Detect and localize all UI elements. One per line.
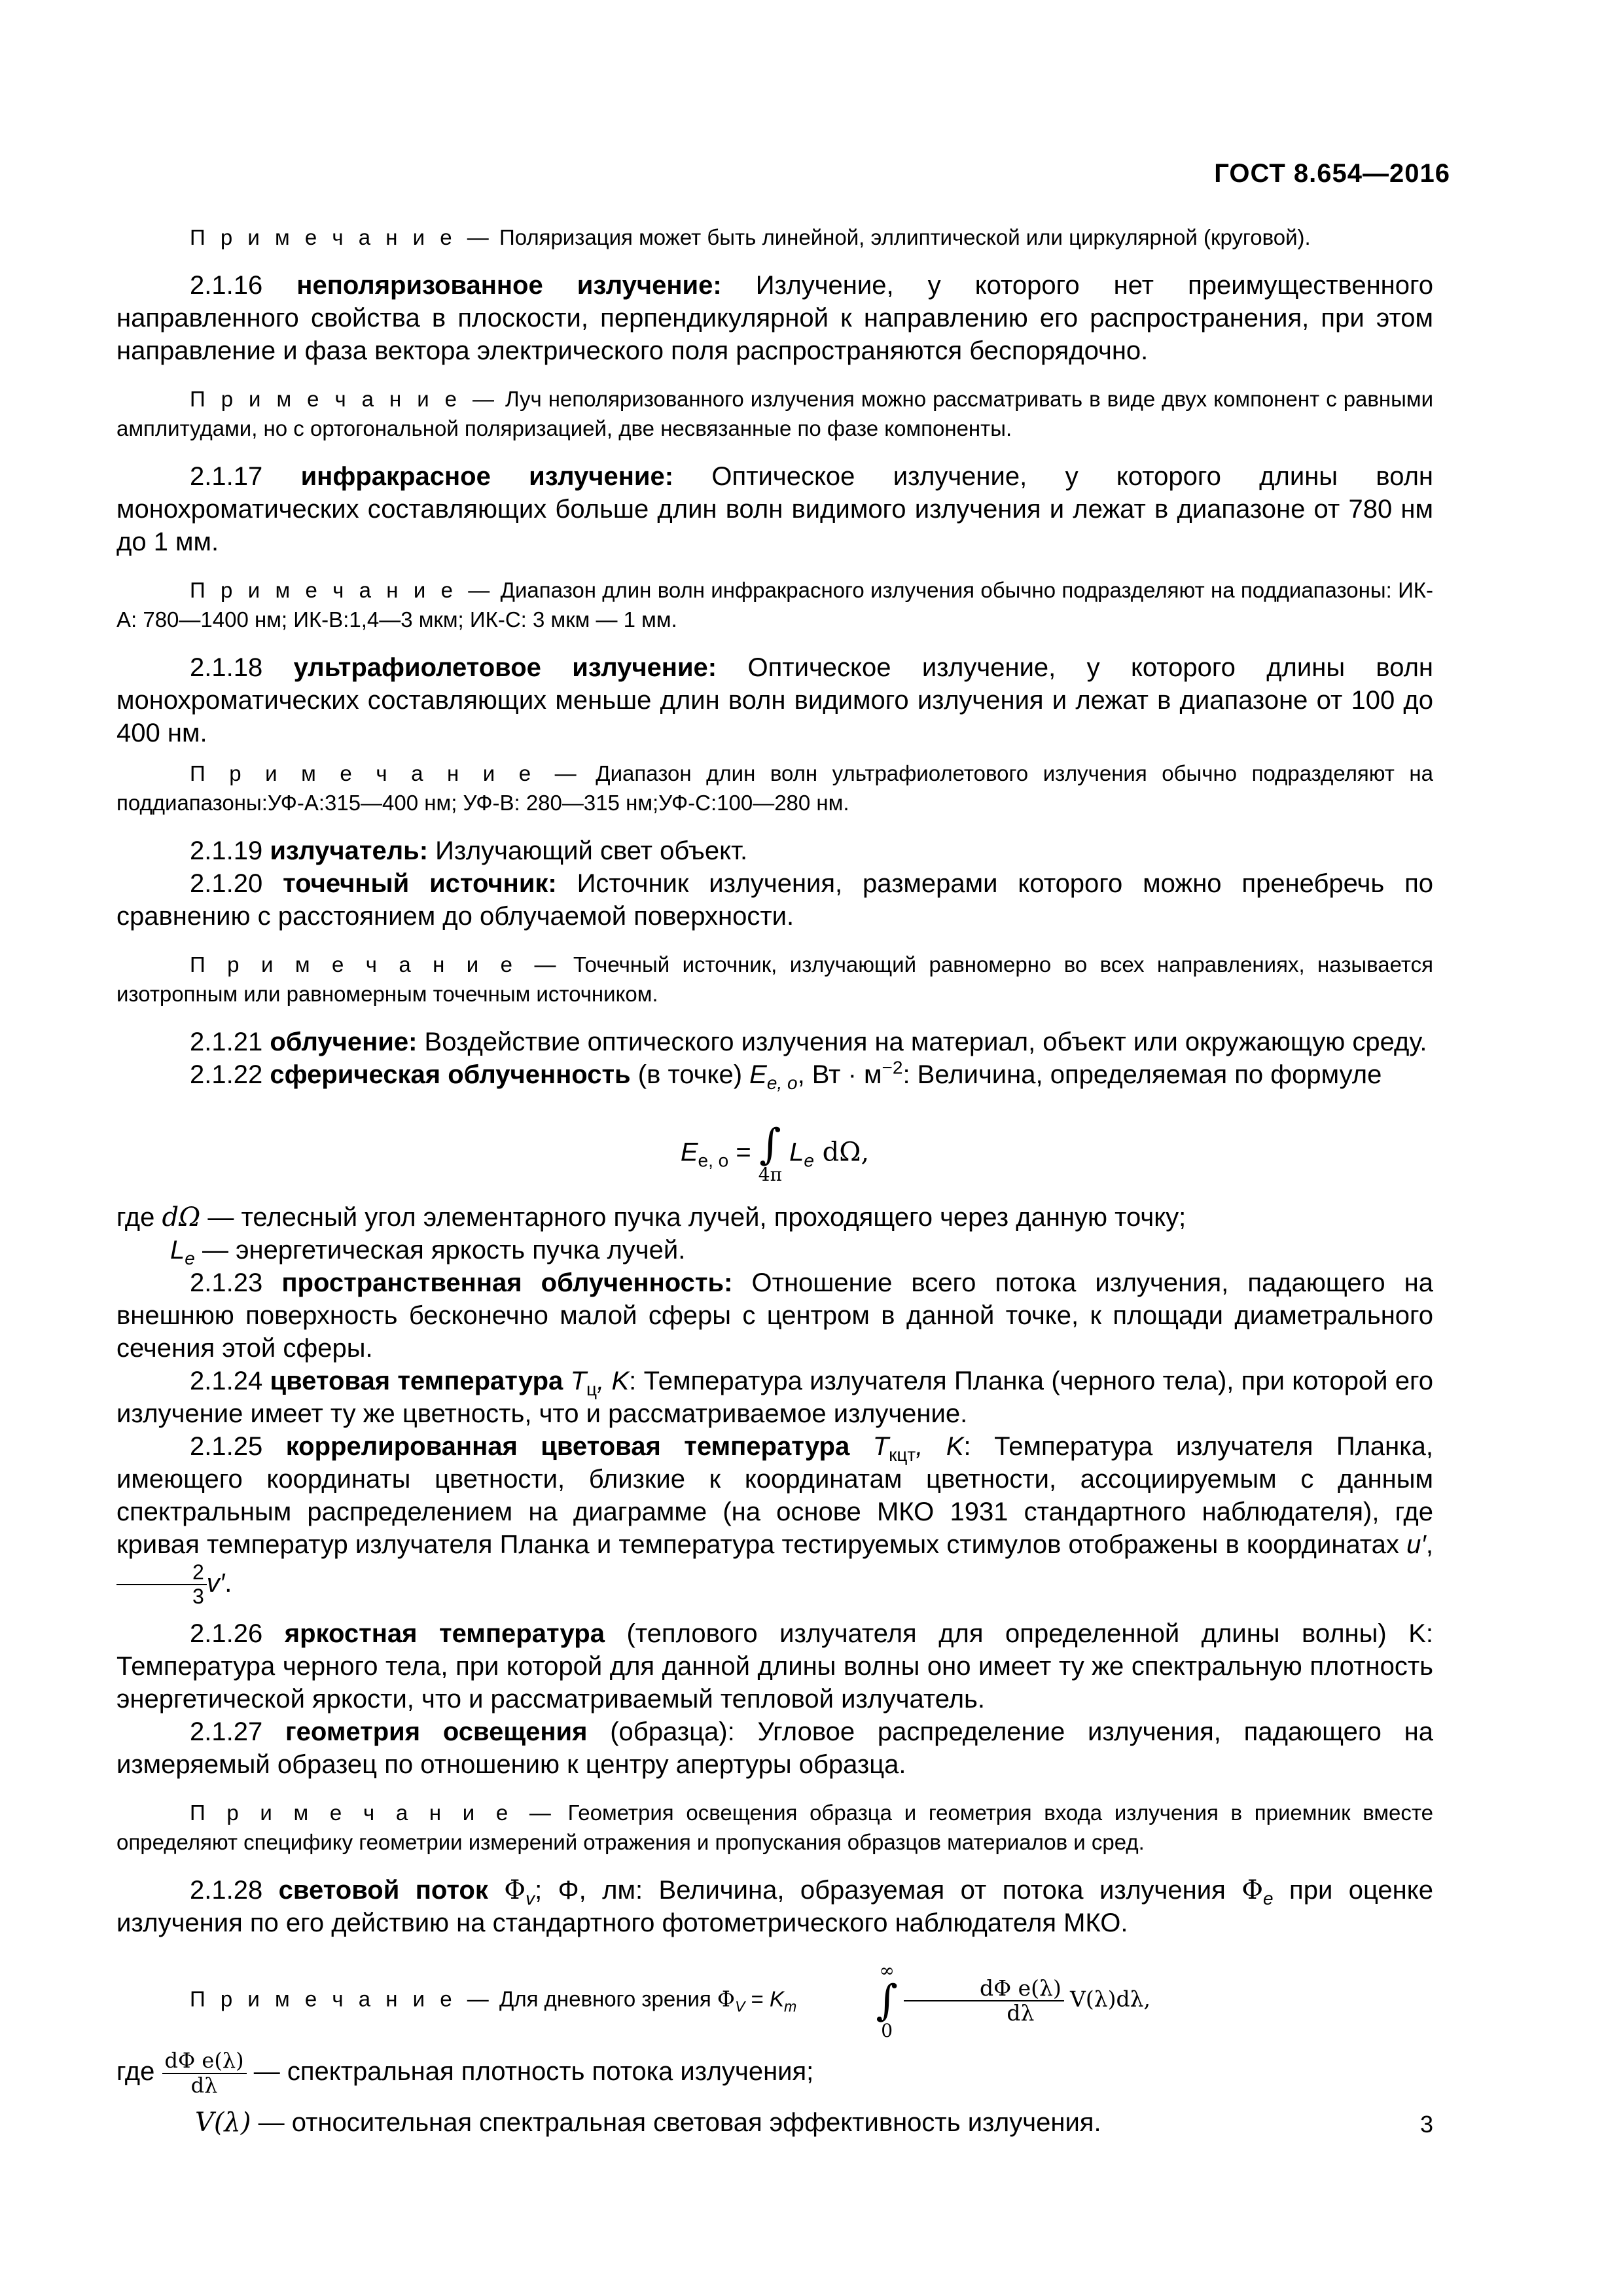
note-label: П р и м е ч а н и е — [190,225,493,249]
term-2-1-22: 2.1.22 сферическая облученность (в точке) $E_{e, o}$, Вт · $м^{-2}$: Величина, определяемая по формуле [190,1057,1382,1093]
note-label: П р и м е ч а н и е — [190,1801,556,1825]
term-title: геометрия освещения [285,1717,588,1747]
note-2-1-20: П р и м е ч а н и е — Точечный источник, излучающий равномерно во всех направлениях, называется изотропным или равномерным точечным источником. [116,952,1433,1006]
note-polarization: П р и м е ч а н и е — Поляризация может быть линейной, эллиптической или циркулярной (круговой). [190,225,1311,249]
note-label: П р и м е ч а н и е — [190,761,581,785]
page-number: 3 [1419,2111,1433,2138]
note-2-1-17: П р и м е ч а н и е — Диапазон длин волн инфракрасного излучения обычно подразделяют на поддиапазоны: ИК-А: 780—1400 нм; ИК-В:1,4—3 мкм; ИК-С: 3 мкм — 1 мм. [116,578,1434,632]
term-2-1-24: 2.1.24 цветовая температура $T_ц$, K: Температура излучателя Планка (черного тела), при которой его излучение имеет ту же цветность, что и рассматриваемое излучение. [116,1367,1433,1428]
where-row-domega: где dΩ — телесный угол элементарного пучка лучей, проходящего через данную точку; [116,1202,1186,1232]
term-title: ультрафиолетовое излучение: [293,653,717,682]
term-title: коррелированная цветовая температура [285,1432,850,1461]
term-title: облучение: [270,1028,418,1056]
term-title: яркостная температура [284,1619,605,1649]
where-row-spectral-density: где $\frac{\text{dΦ e(λ)}}{d\lambda}$ — спектральная плотность потока излучения; [116,2048,814,2098]
note-2-1-28: П р и м е ч а н и е — Для дневного зрения $\Phi_V = K_m$ ∞ ∫ 0 $\frac{\text{dΦ e(λ)}}{d\lambda}$ V(λ)dλ, [190,1960,1151,2042]
term-2-1-16: 2.1.16 неполяризованное излучение: Излучение, у которого нет преимущественного направленного свойства в плоскости, перпендикулярной к направлению его распространения, при этом направление и фаза вектора электрического поля распространяются беспорядочно. [116,271,1433,365]
term-2-1-18: 2.1.18 ультрафиолетовое излучение: Оптическое излучение, у которого длины волн монохроматических составляющих меньше длин волн видимого излучения и лежат в диапазоне от 100 до 400 нм. [116,653,1434,747]
term-title: пространственная облученность: [281,1268,733,1297]
note-label: П р и м е ч а н и е — [190,387,499,411]
term-title: неполяризованное излучение: [296,271,722,300]
term-title: сферическая облученность [270,1060,631,1089]
term-2-1-17: 2.1.17 инфракрасное излучение: Оптическое излучение, у которого длины волн монохроматических составляющих больше длин волн видимого излучения и лежат в диапазоне от 780 нм до 1 мм. [116,462,1434,556]
where-row-le: $L_e$ — энергетическая яркость пучка лучей. [170,1236,686,1268]
note-label: П р и м е ч а н и е — [190,578,495,602]
term-2-1-20: 2.1.20 точечный источник: Источник излучения, размерами которого можно пренебречь по сравнению с расстоянием до облучаемой поверхности. [116,869,1433,931]
document-header: ГОСТ 8.654—2016 [1214,159,1450,188]
term-2-1-25: 2.1.25 коррелированная цветовая температура $T_{кцт}$, K: Температура излучателя Планка, имеющего координаты цветности, близкие к координатам цветности, ассоциируемым с данным спектральным распределением на диаграмме (на основе МКО 1931 стандартного наблюдателя), где кривая температур излучателя Планка и температура тестируемых стимулов отображены в координатах u′, $\frac{2}{3}$ v′. [116,1432,1434,1609]
term-title: точечный источник: [283,869,557,898]
integral-symbol: ∞ ∫ 0 [876,1960,898,2042]
note-2-1-16: П р и м е ч а н и е — Луч неполяризованного излучения можно рассматривать в виде двух компонент с равными амплитудами, но с ортогональной поляризацией, две несвязанные по фазе компоненты. [116,387,1433,440]
term-2-1-27: 2.1.27 геометрия освещения (образца): Угловое распределение излучения, падающего на измеряемый образец по отношению к центру апертуры образца. [116,1717,1433,1780]
note-label: П р и м е ч а н и е — [190,1987,493,2012]
formula-spherical-irradiance: $E_{e, o}$ = ∫ 4π $L_e$ dΩ, [680,1121,870,1185]
fraction-dphi-dlambda: $\frac{\text{dΦ e(λ)}}{d\lambda}$ [904,1977,1064,2026]
note-label: П р и м е ч а н и е — [190,952,561,977]
document-body [116,223,1433,2139]
term-2-1-19: 2.1.19 излучатель: Излучающий свет объект. [190,836,748,865]
term-2-1-28: 2.1.28 световой поток $\Phi_v$; Φ, лм: Величина, образуемая от потока излучения $\Phi_e$ при оценке излучения по его действию на стандартного фотометрического наблюдателя МКО. [116,1875,1433,1938]
term-title: инфракрасное излучение: [300,462,674,491]
term-2-1-21: 2.1.21 облучение: Воздействие оптического излучения на материал, объект или окружающую среду. [190,1028,1427,1056]
term-title: световой поток [278,1876,488,1905]
term-title: цветовая температура [270,1367,563,1395]
where-row-v-lambda: V(λ) — относительная спектральная световая эффективность излучения. [195,2107,1101,2138]
fraction-two-thirds: $\frac{2}{3}$ [116,1561,207,1608]
note-2-1-18: П р и м е ч а н и е — Диапазон длин волн ультрафиолетового излучения обычно подразделяют на поддиапазоны:УФ-А:315—400 нм; УФ-В: 280—315 нм;УФ-С:100—280 нм. [116,761,1433,815]
note-2-1-27: П р и м е ч а н и е — Геометрия освещения образца и геометрия входа излучения в приемник вместе определяют специфику геометрии измерений отражения и пропускания образцов материалов и сред. [116,1801,1433,1855]
term-2-1-23: 2.1.23 пространственная облученность: Отношение всего потока излучения, падающего на внешнюю поверхность бесконечно малой сферы с центром в данной точке, к площади диаметрального сечения этой сферы. [116,1268,1434,1363]
term-2-1-26: 2.1.26 яркостная температура (теплового излучателя для определенной длины волны) K: Температура черного тела, при которой для данной длины волны оно имеет ту же спектральную плотность энергетической яркости, что и рассматриваемый тепловой излучатель. [116,1619,1434,1714]
integral-symbol: ∫ 4π [758,1121,783,1185]
fraction-dphi-dlambda: $\frac{\text{dΦ e(λ)}}{d\lambda}$ [162,2049,247,2096]
term-title: излучатель: [270,836,429,865]
